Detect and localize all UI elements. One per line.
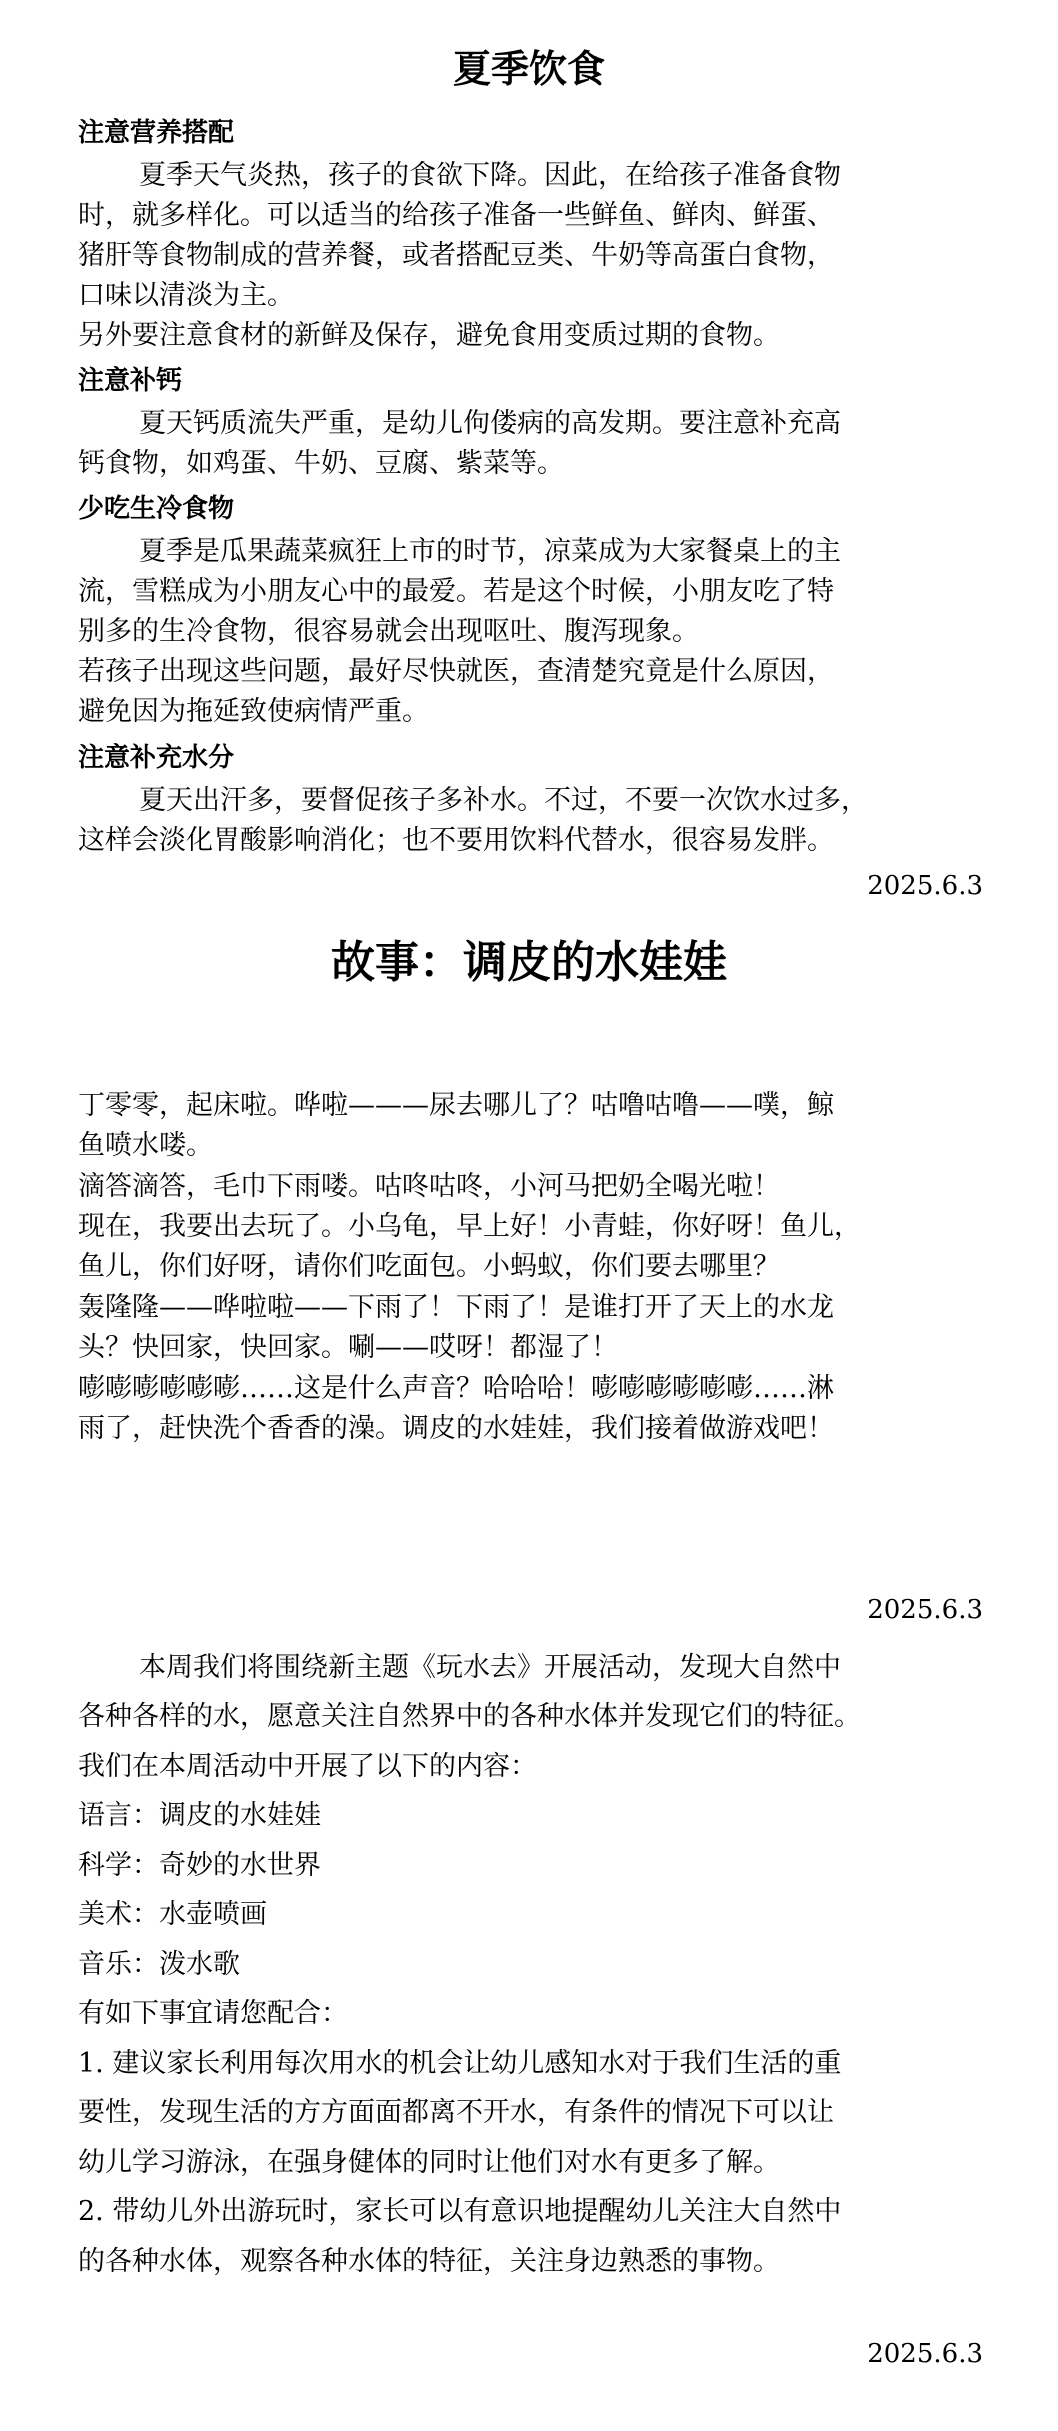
section-heading-water: 注意补充水分	[78, 743, 235, 773]
weekly-line: 我们在本周活动中开展了以下的内容：	[78, 1751, 537, 1782]
paragraph-line: 口味以清淡为主。	[78, 280, 294, 311]
weekly-line: 有如下事宜请您配合：	[78, 1998, 348, 2029]
weekly-line: 美术：水壶喷画	[78, 1899, 267, 1930]
story-line: 丁零零，起床啦。哗啦———尿去哪儿了？咕噜咕噜——噗，鲸	[78, 1090, 834, 1121]
diet-date: 2025.6.3	[867, 871, 983, 901]
section-heading-nutrition: 注意营养搭配	[78, 118, 235, 148]
weekly-line: 1. 建议家长利用每次用水的机会让幼儿感知水对于我们生活的重	[78, 2048, 842, 2079]
section-heading-calcium: 注意补钙	[78, 366, 183, 396]
story-line: 现在，我要出去玩了。小乌龟，早上好！小青蛙，你好呀！鱼儿，	[78, 1211, 861, 1242]
paragraph-line: 猪肝等食物制成的营养餐，或者搭配豆类、牛奶等高蛋白食物，	[78, 240, 834, 271]
story-line: 雨了，赶快洗个香香的澡。调皮的水娃娃，我们接着做游戏吧！	[78, 1413, 834, 1444]
story-line: 鱼儿，你们好呀，请你们吃面包。小蚂蚁，你们要去哪里？	[78, 1251, 780, 1282]
story-title: 故事：调皮的水娃娃	[331, 937, 727, 988]
story-line: 嘭嘭嘭嘭嘭嘭……这是什么声音？哈哈哈！嘭嘭嘭嘭嘭嘭……淋	[78, 1373, 834, 1404]
paragraph-line: 时，就多样化。可以适当的给孩子准备一些鲜鱼、鲜肉、鲜蛋、	[78, 200, 834, 231]
section-heading-cold-food: 少吃生冷食物	[78, 494, 235, 524]
paragraph-line: 夏季是瓜果蔬菜疯狂上市的时节，凉菜成为大家餐桌上的主	[139, 536, 841, 567]
paragraph-line: 别多的生冷食物，很容易就会出现呕吐、腹泻现象。	[78, 616, 699, 647]
story-line: 轰隆隆——哗啦啦——下雨了！下雨了！是谁打开了天上的水龙	[78, 1292, 834, 1323]
paragraph-line: 夏季天气炎热，孩子的食欲下降。因此，在给孩子准备食物	[139, 160, 841, 191]
paragraph-line: 夏天钙质流失严重，是幼儿佝偻病的高发期。要注意补充高	[139, 408, 841, 439]
story-line: 滴答滴答，毛巾下雨喽。咕咚咕咚，小河马把奶全喝光啦！	[78, 1171, 780, 1202]
weekly-line: 音乐：泼水歌	[78, 1949, 240, 1980]
weekly-line: 本周我们将围绕新主题《玩水去》开展活动，发现大自然中	[139, 1652, 841, 1683]
diet-title: 夏季饮食	[452, 47, 605, 91]
weekly-line: 语言：调皮的水娃娃	[78, 1800, 321, 1831]
story-line: 鱼喷水喽。	[78, 1130, 213, 1161]
paragraph-line: 若孩子出现这些问题，最好尽快就医，查清楚究竟是什么原因，	[78, 656, 834, 687]
weekly-line: 各种各样的水，愿意关注自然界中的各种水体并发现它们的特征。	[78, 1701, 861, 1732]
weekly-line: 要性，发现生活的方方面面都离不开水，有条件的情况下可以让	[78, 2097, 834, 2128]
weekly-line: 科学：奇妙的水世界	[78, 1850, 321, 1881]
weekly-date: 2025.6.3	[867, 2339, 983, 2369]
paragraph-line: 这样会淡化胃酸影响消化；也不要用饮料代替水，很容易发胖。	[78, 825, 834, 856]
story-line: 头？快回家，快回家。唰——哎呀！都湿了！	[78, 1332, 618, 1363]
story-date: 2025.6.3	[867, 1595, 983, 1625]
paragraph-line: 夏天出汗多，要督促孩子多补水。不过，不要一次饮水过多，	[139, 785, 868, 816]
paragraph-line: 流，雪糕成为小朋友心中的最爱。若是这个时候，小朋友吃了特	[78, 576, 834, 607]
weekly-line: 的各种水体，观察各种水体的特征，关注身边熟悉的事物。	[78, 2246, 780, 2277]
weekly-line: 幼儿学习游泳，在强身健体的同时让他们对水有更多了解。	[78, 2147, 780, 2178]
paragraph-line: 钙食物，如鸡蛋、牛奶、豆腐、紫菜等。	[78, 448, 564, 479]
weekly-line: 2. 带幼儿外出游玩时，家长可以有意识地提醒幼儿关注大自然中	[78, 2196, 842, 2227]
paragraph-line: 避免因为拖延致使病情严重。	[78, 696, 429, 727]
paragraph-line: 另外要注意食材的新鲜及保存，避免食用变质过期的食物。	[78, 320, 780, 351]
